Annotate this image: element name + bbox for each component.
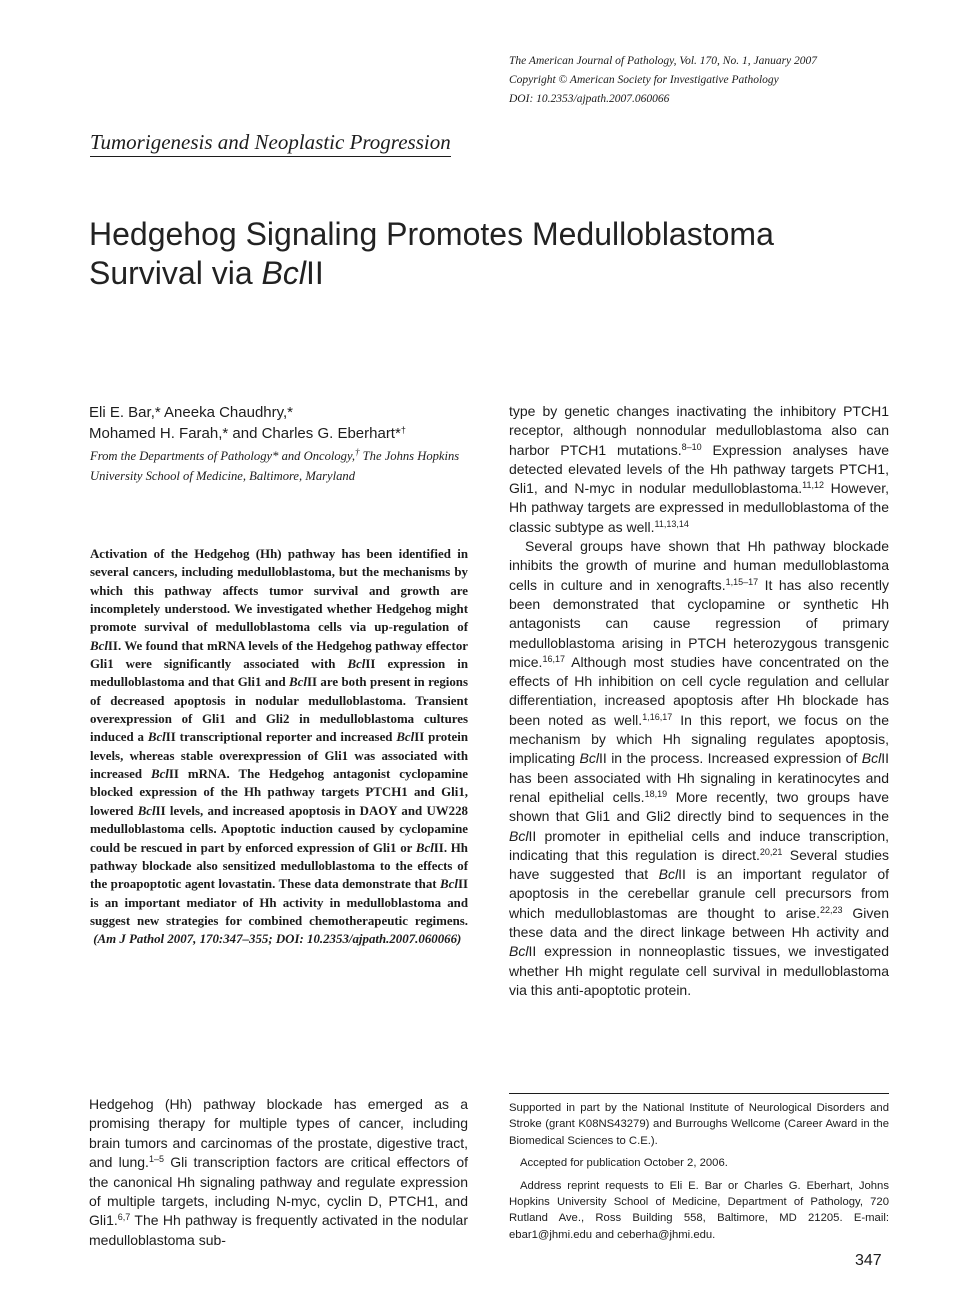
affiliation-dagger: † [355, 447, 360, 457]
body-text: In this report, we focus on the mechanism by which Hh signaling regulates apoptosis, implicating [509, 711, 890, 767]
body-text: However, Hh pathway targets are expressed in medulloblastoma of the classic subtype as well. [509, 480, 890, 535]
body-text: promoter in epithelial cells and induce transcription, indicating that this regulation is direct. [509, 827, 889, 863]
funding-note: Supported in part by the National Institute of Neurological Disorders and Stroke (grant K08NS43279) and Burroughs Wellcome (Career Award in the Biomedical Sciences to C.E.). [509, 1102, 889, 1147]
gene-suffix: II [528, 827, 537, 844]
abstract-text: levels, and increased apoptosis in DAOY and UW228 medulloblastoma cells. Apoptotic induction caused by cyclopamine could be rescued in part by enforced expression of Gli1 or [90, 803, 468, 855]
title-gene-suffix: II [305, 255, 324, 291]
body-text: Several studies have suggested that [509, 846, 889, 883]
body-text: expression in nonneoplastic tissues, we investigated whether Hh might regulate cell survival in medulloblastoma via this anti-apoptotic protein. [509, 943, 889, 998]
abstract-text: expression in medulloblastoma and that Gli1 and [90, 657, 468, 690]
gene-suffix: II [306, 675, 317, 690]
abstract [90, 545, 468, 949]
affiliation [90, 447, 470, 486]
body-text: Although most studies have concentrated on the effects of Hh inhibition on cell cycle regulation and cellular differentiation, increased apoptosis after Hh blockade has been noted as well. [509, 653, 889, 728]
gene-suffix: II [155, 803, 166, 818]
article-title [89, 215, 909, 293]
intro-paragraph [89, 1095, 468, 1250]
gene-suffix: II [165, 730, 176, 745]
intro-left-column [89, 1095, 468, 1250]
gene-italic: Bcl [90, 638, 108, 653]
authors-line-2: Mohamed H. Farah,* and Charles G. Eberhart* [89, 425, 401, 442]
section-label: Tumorigenesis and Neoplastic Progression [90, 130, 451, 157]
accepted-note: Accepted for publication October 2, 2006. [520, 1157, 728, 1170]
abstract-text: are both present in regions of decreased apoptosis in nodular medulloblastoma. Transient overexpression of Gli1 and Gli2 in medulloblastoma cultures induced a [90, 675, 468, 745]
body-text: is an important regulator of apoptosis in the cerebellar granule cell precursors from which medulloblastomas are thought to arise. [509, 866, 889, 921]
gene-suffix: II [457, 877, 468, 892]
reference-superscript: 22,23 [819, 904, 843, 915]
body-text: Expression analyses have detected elevated levels of the Hh pathway targets PTCH1, Gli1, and N-myc in nodular medulloblastoma. [509, 441, 889, 497]
body-text: Several groups have shown that Hh pathway blockade inhibits the growth of murine and human medulloblastoma cells in culture and in xenografts. [509, 538, 889, 593]
gene-suffix: II [168, 767, 179, 782]
body-text: The Hh pathway is frequently activated in the nodular medulloblastoma sub- [89, 1212, 468, 1248]
abstract-text: transcriptional reporter and increased [175, 730, 397, 745]
abstract-text: . Hh pathway blockade also sensitized medulloblastoma to the effects of the proapoptotic agent lovastatin. These data demonstrate that [90, 840, 468, 892]
journal-copyright: Copyright © American Society for Investigative Pathology [509, 74, 779, 86]
gene-italic: Bcl [658, 866, 679, 883]
abstract-text: is an important mediator of Hh activity in medulloblastoma and suggest new strategies for combined chemotherapeutic regimens. [90, 895, 468, 928]
reference-superscript: 8–10 [681, 441, 702, 452]
gene-suffix: II [414, 730, 425, 745]
journal-header [509, 52, 909, 109]
gene-suffix: II [433, 840, 444, 855]
footnote-divider [509, 1093, 889, 1094]
body-text: has been associated with Hh signaling in keratinocytes and renal epithelial cells. [509, 769, 889, 805]
gene-italic: Bcl [861, 750, 882, 767]
gene-italic: Bcl [579, 750, 599, 767]
gene-suffix: II [678, 866, 686, 883]
title-line-1: Hedgehog Signaling Promotes Medulloblastoma [89, 216, 774, 252]
affiliation-part-2: The Johns Hopkins University School of Medicine, Baltimore, Maryland [90, 449, 460, 483]
gene-italic: Bcl [440, 877, 458, 892]
footnotes [509, 1100, 889, 1249]
body-text: type by genetic changes inactivating the inhibitory PTCH1 receptor, although nonnodular medulloblastoma also can harbor PTCH1 mutations. [509, 403, 889, 458]
gene-suffix: II [365, 657, 376, 672]
journal-citation: The American Journal of Pathology, Vol. 170, No. 1, January 2007 [509, 55, 818, 67]
gene-italic: Bcl [147, 730, 166, 745]
gene-suffix: II [881, 750, 889, 767]
gene-italic: Bcl [347, 657, 366, 672]
gene-suffix: II [599, 750, 607, 767]
page-number: 347 [855, 1252, 882, 1269]
abstract-citation: (Am J Pathol 2007, 170:347–355; DOI: 10.2353/ajpath.2007.060066) [93, 932, 462, 947]
title-gene-italic: Bcl [261, 255, 306, 291]
authors-dagger: † [400, 425, 406, 435]
body-text: More recently, two groups have shown that Gli1 and Gli2 directly bind to sequences in the [509, 788, 889, 825]
author-list [89, 402, 469, 444]
reference-superscript: 16,17 [542, 653, 565, 664]
abstract-text: mRNA. The Hedgehog antagonist cyclopamine blocked expression of the Hh pathway targets PTCH1 and Gli1, lowered [90, 767, 468, 818]
authors-line-1: Eli E. Bar,* Aneeka Chaudhry,* [89, 404, 294, 421]
gene-italic: Bcl [289, 675, 307, 690]
body-paragraph [509, 537, 889, 1000]
gene-italic: Bcl [396, 730, 415, 745]
body-paragraph [509, 402, 889, 537]
gene-suffix: II [528, 943, 537, 960]
body-text: Hedgehog (Hh) pathway blockade has emerged as a promising therapy for multiple types of cancer, including brain tumors and carcinomas of the prostate, digestive tract, and lung. [89, 1096, 468, 1171]
reprint-note: Address reprint requests to Eli E. Bar or Charles G. Eberhart, Johns Hopkins University School of Medicine, Department of Pathology, 720 Rutland Ave., Ross Building 558, Baltimore, MD 21205. E-mail: ebar1@jhmi.edu and ceberha@jhmi.edu. [509, 1179, 889, 1241]
abstract-text: Activation of the Hedgehog (Hh) pathway has been identified in several cancers, including medulloblastoma, but the mechanisms by which this pathway affects tumor survival and growth are incompletely understood. We investigated whether Hedgehog might promote survival of medulloblastoma cells via up-regulation of [90, 547, 468, 635]
gene-italic: Bcl [137, 803, 156, 818]
reference-superscript: 11,13,14 [654, 518, 689, 529]
reference-superscript: 6,7 [117, 1212, 131, 1223]
reference-superscript: 11,12 [802, 480, 824, 491]
gene-italic: Bcl [415, 840, 434, 855]
reference-superscript: 1,15–17 [725, 576, 759, 587]
reference-superscript: 1–5 [148, 1154, 164, 1165]
gene-suffix: II [107, 638, 118, 653]
gene-italic: Bcl [150, 767, 169, 782]
reference-superscript: 1,16,17 [642, 711, 673, 722]
body-text: Given these data and the direct linkage between Hh activity and [509, 904, 889, 941]
abstract-text: protein levels, whereas stable overexpression of Gli1 was associated with increased [90, 730, 468, 782]
abstract-text: . We found that mRNA levels of the Hedgehog pathway effector Gli1 were significantly associated with [90, 638, 468, 672]
reference-superscript: 18,19 [644, 788, 668, 799]
body-text: in the process. Increased expression of [606, 750, 862, 767]
gene-italic: Bcl [509, 827, 529, 844]
right-column [509, 402, 889, 1000]
body-text: It has also recently been demonstrated that cyclopamine or synthetic Hh antagonists can cause regression of primary medulloblastoma arising in PTCH heterozygous transgenic mice. [509, 576, 889, 670]
journal-doi: DOI: 10.2353/ajpath.2007.060066 [509, 93, 670, 105]
title-line-2-prefix: Survival via [89, 255, 262, 291]
reference-superscript: 20,21 [759, 846, 783, 857]
affiliation-part-1: From the Departments of Pathology* and Oncology, [90, 449, 356, 463]
gene-italic: Bcl [509, 943, 529, 960]
body-text: Gli transcription factors are critical effectors of the canonical Hh signaling pathway and regulate expression of multiple targets, including N-myc, cyclin D, PTCH1, and Gli1. [89, 1154, 468, 1229]
